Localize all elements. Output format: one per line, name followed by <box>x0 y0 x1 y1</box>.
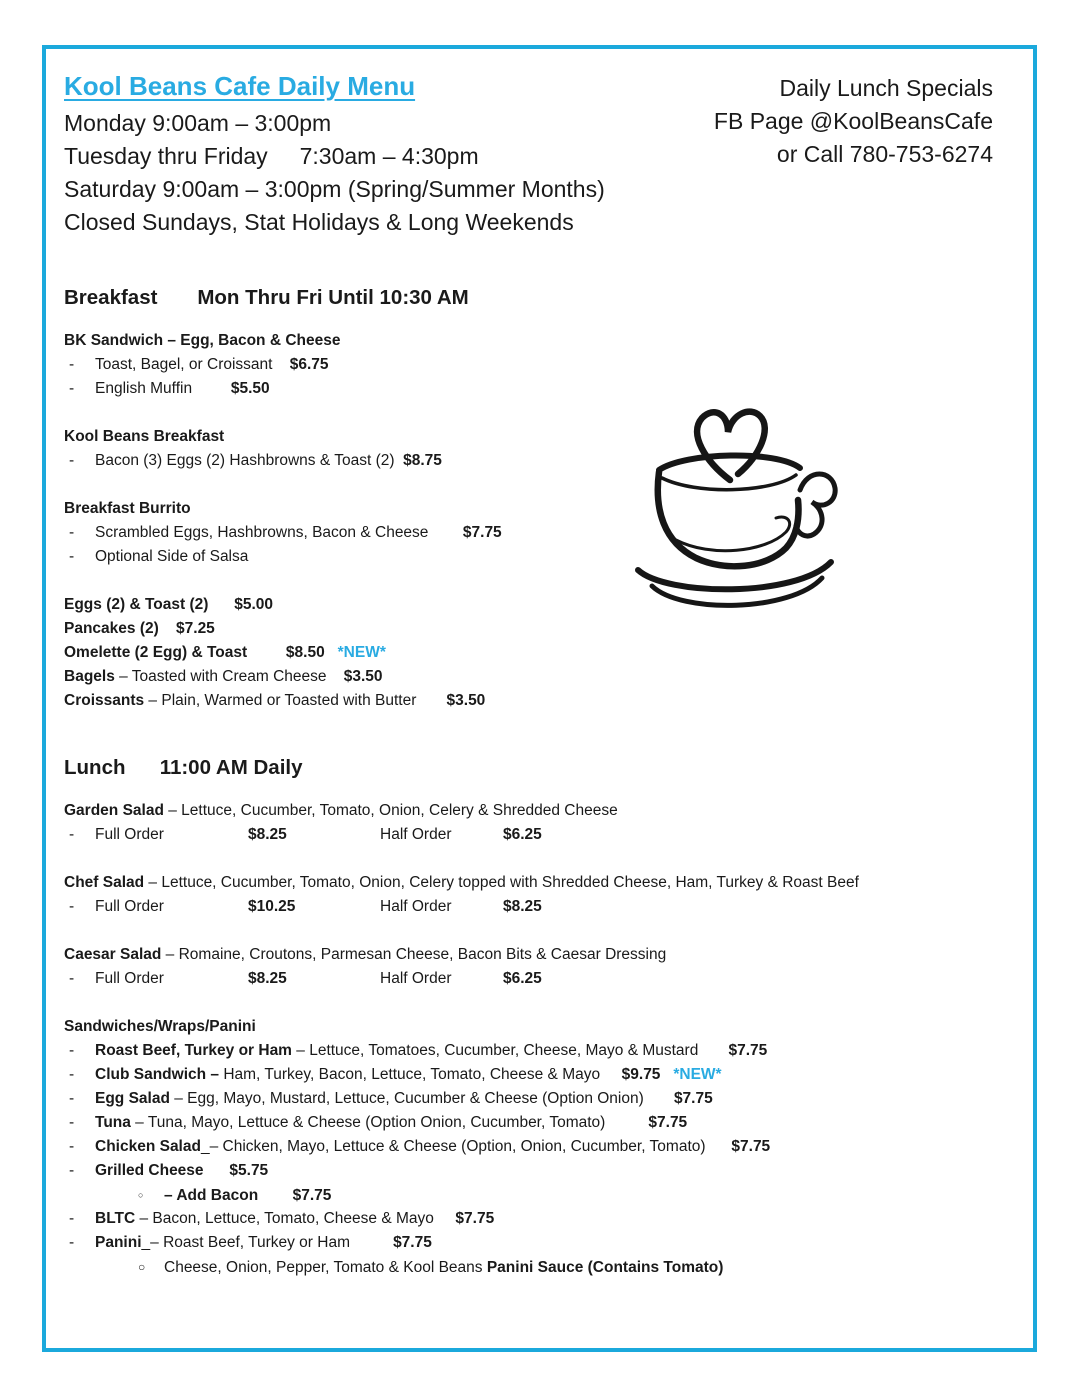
menu-line <box>64 449 993 473</box>
text-segment: Lunch <box>64 756 126 779</box>
text-segment: – Toasted with Cream Cheese <box>114 668 344 685</box>
text-segment: Half Order <box>380 826 452 843</box>
text-segment: Breakfast <box>64 286 158 309</box>
text-segment: – Bacon, Lettuce, Tomato, Cheese & Mayo <box>135 1210 456 1227</box>
spacer <box>64 401 993 425</box>
item-bk-sandwich <box>64 329 993 353</box>
price: $7.75 <box>728 1042 768 1059</box>
text-segment: Half Order <box>380 898 452 915</box>
text-segment: Egg Salad <box>95 1090 170 1107</box>
item-tuna <box>64 1111 993 1135</box>
price: $7.25 <box>176 620 215 637</box>
item-bagels <box>64 665 993 689</box>
menu-line <box>64 895 993 919</box>
bullet-icon: - <box>69 970 75 987</box>
bullet-icon: - <box>69 524 75 541</box>
bullet-icon: - <box>69 380 75 397</box>
item-panini-detail <box>64 1255 993 1279</box>
text-segment: Mon Thru Fri Until 10:30 AM <box>197 286 469 309</box>
text-segment: Tuna <box>95 1114 131 1131</box>
price: $8.25 <box>248 826 287 843</box>
text-segment: Panini <box>95 1234 142 1251</box>
text-segment: BLTC <box>95 1210 136 1227</box>
text-segment: BK Sandwich – Egg, Bacon & Cheese <box>64 332 341 349</box>
price: $3.50 <box>343 668 383 685</box>
text-segment: Panini Sauce (Contains Tomato) <box>486 1259 724 1276</box>
header-left <box>64 69 605 239</box>
bullet-icon: - <box>69 1162 75 1179</box>
text-segment: Garden Salad <box>64 802 164 819</box>
item-bltc <box>64 1207 993 1231</box>
bullet-icon: - <box>69 1090 75 1107</box>
text-segment: Chicken Salad <box>95 1138 201 1155</box>
text-segment: Cheese, Onion, Pepper, Tomato & Kool Beans <box>164 1259 487 1276</box>
spacer <box>64 847 993 871</box>
text-segment: – Egg, Mayo, Mustard, Lettuce, Cucumber & Cheese (Option Onion) <box>169 1090 674 1107</box>
bullet-icon: - <box>69 1234 75 1251</box>
text-segment: – Plain, Warmed or Toasted with Butter <box>144 692 447 709</box>
text-segment <box>157 286 197 309</box>
item-garden-salad <box>64 799 993 823</box>
text-segment <box>660 1066 673 1083</box>
text-segment: – Lettuce, Cucumber, Tomato, Onion, Celery topped with Shredded Cheese, Ham, Turkey & Roast Beef <box>144 874 859 891</box>
item-add-bacon <box>64 1183 993 1207</box>
menu-section-lunch <box>64 755 993 1279</box>
bullet-icon: - <box>69 1114 75 1131</box>
price: $7.75 <box>455 1210 495 1227</box>
menu-line <box>64 823 993 847</box>
phone-line: or Call 780-753-6274 <box>776 141 993 167</box>
price: $7.75 <box>731 1138 771 1155</box>
item-chicken-salad <box>64 1135 993 1159</box>
bullet-icon: - <box>69 548 75 565</box>
bullet-icon: - <box>69 898 75 915</box>
header-right <box>714 69 993 171</box>
price: $8.25 <box>248 970 287 987</box>
menu-section-breakfast <box>64 285 993 713</box>
item-caesar-salad <box>64 943 993 967</box>
bullet-icon: ○ <box>138 1190 144 1200</box>
text-segment: English Muffin <box>95 380 231 397</box>
text-segment <box>126 756 160 779</box>
bullet-icon: - <box>69 1138 75 1155</box>
price: $7.75 <box>462 524 502 541</box>
price: $5.00 <box>234 596 274 613</box>
section-heading-lunch <box>64 755 993 781</box>
text-segment: Grilled Cheese <box>95 1162 230 1179</box>
item-eggs-toast <box>64 593 993 617</box>
text-segment: Full Order <box>95 898 164 915</box>
text-segment: Club Sandwich – <box>95 1066 220 1083</box>
text-segment: Ham, Turkey, Bacon, Lettuce, Tomato, Cheese & Mayo <box>219 1066 622 1083</box>
text-segment: Eggs (2) & Toast (2) <box>64 596 235 613</box>
text-segment: Breakfast Burrito <box>64 500 191 517</box>
item-club-sandwich <box>64 1063 993 1087</box>
hours-line: Closed Sundays, Stat Holidays & Long Weekends <box>64 209 574 235</box>
text-segment: Full Order <box>95 970 164 987</box>
item-sandwiches-group <box>64 1015 993 1039</box>
text-segment: 11:00 AM Daily <box>159 756 303 779</box>
menu-sections <box>64 285 993 1279</box>
text-segment: _– Roast Beef, Turkey or Ham <box>141 1234 394 1251</box>
item-omelette <box>64 641 993 665</box>
item-pancakes <box>64 617 993 641</box>
menu-page <box>42 45 1037 1352</box>
item-breakfast-burrito <box>64 497 993 521</box>
item-chef-salad <box>64 871 993 895</box>
text-segment: – Add Bacon <box>164 1187 293 1204</box>
menu-line <box>64 353 993 377</box>
bullet-icon: - <box>69 452 75 469</box>
price: $10.25 <box>248 898 296 915</box>
spacer <box>64 991 993 1015</box>
menu-line <box>64 545 993 569</box>
new-badge: *NEW* <box>337 644 386 661</box>
text-segment: Bagels <box>64 668 115 685</box>
menu-line <box>64 521 993 545</box>
price: $6.25 <box>503 826 542 843</box>
text-segment: Toast, Bagel, or Croissant <box>95 356 290 373</box>
text-segment: Bacon (3) Eggs (2) Hashbrowns & Toast (2) <box>95 452 404 469</box>
bullet-icon: - <box>69 356 75 373</box>
item-croissants <box>64 689 993 713</box>
spacer <box>64 919 993 943</box>
bullet-icon: - <box>69 1210 75 1227</box>
item-egg-salad <box>64 1087 993 1111</box>
section-heading-breakfast <box>64 285 993 311</box>
text-segment: Half Order <box>380 970 452 987</box>
text-segment: _– Chicken, Mayo, Lettuce & Cheese (Option, Onion, Cucumber, Tomato) <box>200 1138 732 1155</box>
hours-line: Monday 9:00am – 3:00pm <box>64 110 332 136</box>
menu-line <box>64 377 993 401</box>
text-segment: Roast Beef, Turkey or Ham <box>95 1042 292 1059</box>
price: $9.75 <box>621 1066 661 1083</box>
price: $6.25 <box>503 970 542 987</box>
text-segment: Optional Side of Salsa <box>95 548 249 565</box>
text-segment: Caesar Salad <box>64 946 162 963</box>
text-segment: – Lettuce, Cucumber, Tomato, Onion, Celery & Shredded Cheese <box>163 802 618 819</box>
text-segment: Chef Salad <box>64 874 145 891</box>
bullet-icon: - <box>69 826 75 843</box>
price: $6.75 <box>289 356 329 373</box>
text-segment: Pancakes (2) <box>64 620 177 637</box>
text-segment: Sandwiches/Wraps/Panini <box>64 1018 256 1035</box>
text-segment: Omelette (2 Egg) & Toast <box>64 644 286 661</box>
item-grilled-cheese <box>64 1159 993 1183</box>
new-badge: *NEW* <box>673 1066 722 1083</box>
text-segment: Croissants <box>64 692 145 709</box>
bullet-icon: - <box>69 1066 75 1083</box>
facebook-line: FB Page @KoolBeansCafe <box>713 108 993 134</box>
price: $8.25 <box>503 898 542 915</box>
item-panini <box>64 1231 993 1255</box>
text-segment <box>325 644 338 661</box>
spacer <box>64 473 993 497</box>
page-title: Kool Beans Cafe Daily Menu <box>64 71 416 101</box>
price: $7.75 <box>648 1114 688 1131</box>
price: $7.75 <box>393 1234 432 1251</box>
coffee-cup-icon <box>625 400 847 628</box>
item-roast-beef-turkey-ham <box>64 1039 993 1063</box>
price: $7.75 <box>673 1090 713 1107</box>
text-segment: Scrambled Eggs, Hashbrowns, Bacon & Cheese <box>95 524 463 541</box>
text-segment: – Lettuce, Tomatoes, Cucumber, Cheese, Mayo & Mustard <box>291 1042 729 1059</box>
price: $7.75 <box>292 1187 332 1204</box>
item-kool-beans-breakfast <box>64 425 993 449</box>
hours-line: Tuesday thru Friday 7:30am – 4:30pm <box>64 143 479 169</box>
price: $5.75 <box>229 1162 269 1179</box>
price: $3.50 <box>446 692 486 709</box>
bullet-icon: ○ <box>138 1260 146 1274</box>
price: $5.50 <box>230 380 270 397</box>
specials-line: Daily Lunch Specials <box>779 75 993 101</box>
text-segment: – Tuna, Mayo, Lettuce & Cheese (Option Onion, Cucumber, Tomato) <box>130 1114 649 1131</box>
bullet-icon: - <box>69 1042 75 1059</box>
menu-header <box>64 69 993 239</box>
text-segment: – Romaine, Croutons, Parmesan Cheese, Bacon Bits & Caesar Dressing <box>161 946 667 963</box>
price: $8.50 <box>285 644 325 661</box>
price: $8.75 <box>403 452 442 469</box>
text-segment: Full Order <box>95 826 164 843</box>
hours-line: Saturday 9:00am – 3:00pm (Spring/Summer Months) <box>64 176 605 202</box>
text-segment: Kool Beans Breakfast <box>64 428 225 445</box>
menu-line <box>64 967 993 991</box>
spacer <box>64 569 993 593</box>
